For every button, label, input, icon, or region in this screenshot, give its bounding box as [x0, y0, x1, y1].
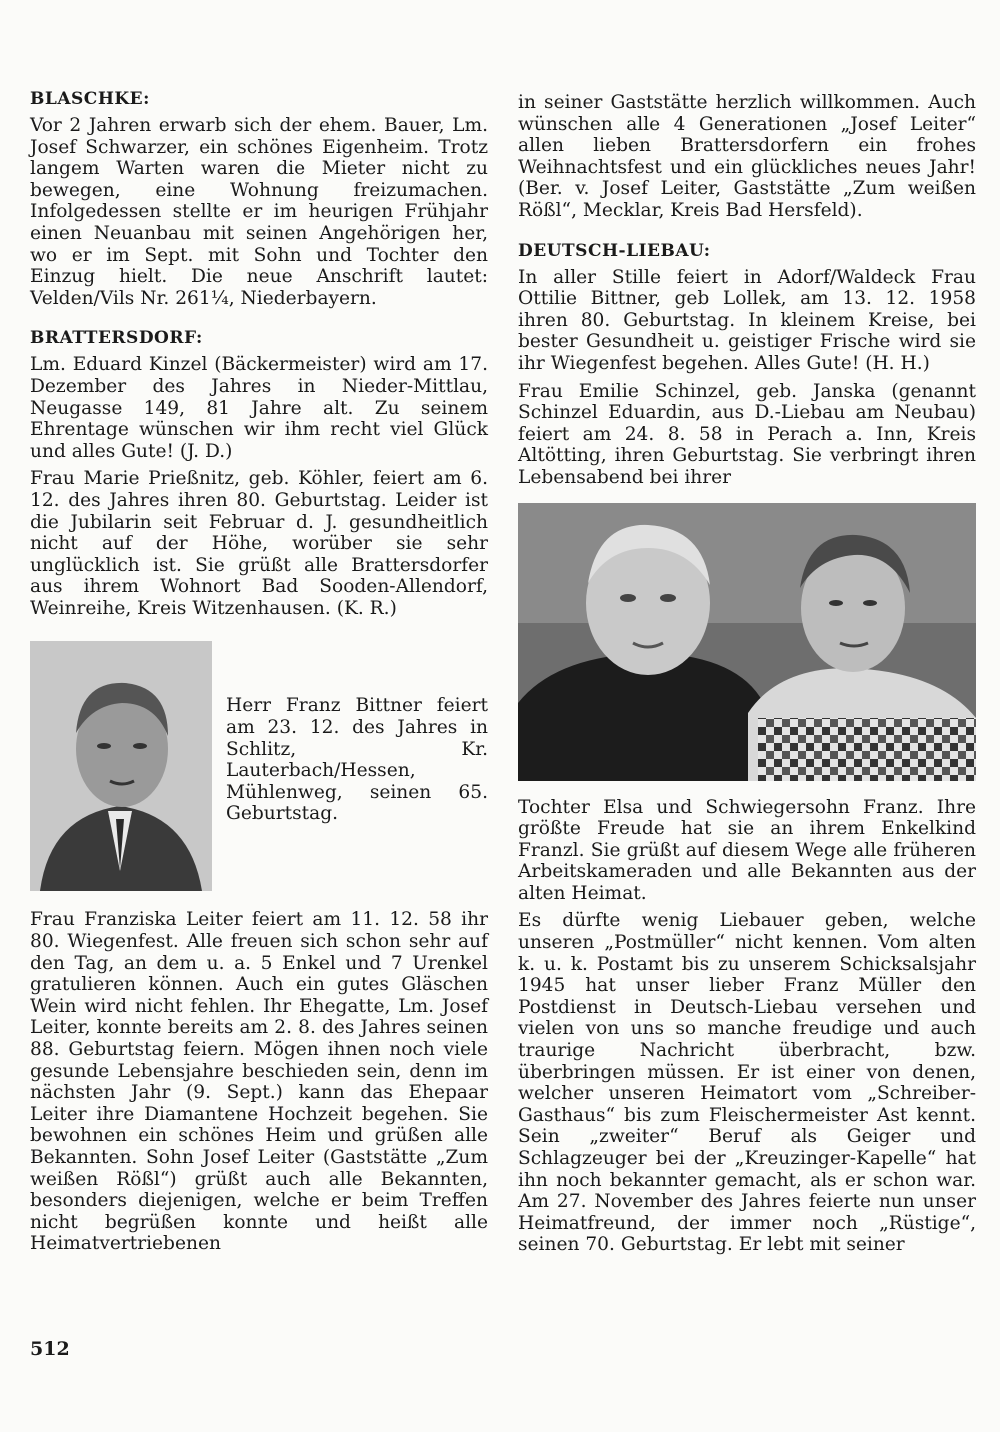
bittner-photo-block — [30, 641, 488, 891]
portrait-photo-franz-bittner — [30, 641, 212, 891]
article-schinzel-continued: Tochter Elsa und Schwiegersohn Franz. Ihre größte Freude hat sie an ihrem Enkelkind Franzl. Sie grüßt auf diesem Wege alle früheren Arbeitskameraden und alle Bekannten aus der alten Heimat. — [518, 796, 976, 904]
article-emilie-schinzel: Frau Emilie Schinzel, geb. Janska (genannt Schinzel Eduardin, aus D.-Liebau am Neubau) feiert am 24. 8. 58 in Perach a. Inn, Kreis Altötting, ihren Geburtstag. Sie verbringt ihren Lebensabend bei ihrer — [518, 380, 976, 488]
portrait-illustration — [30, 641, 212, 891]
article-priessnitz: Frau Marie Prießnitz, geb. Köhler, feiert am 6. 12. des Jahres ihren 80. Geburtstag. Leider ist die Jubilarin seit Februar d. J. gesundheitlich nicht auf der Höhe, worüber sie sehr unglücklich ist. Sie grüßt alle Brattersdorfer aus ihrem Wohnort Bad Sooden-Allendorf, Weinreihe, Kreis Witzenhausen. (K. R.) — [30, 468, 488, 619]
bittner-caption: Herr Franz Bittner feiert am 23. 12. des Jahres in Schlitz, Kr. Lauterbach/Hessen, Mühlenweg, seinen 65. Geburtstag. — [226, 695, 488, 825]
article-kinzel: Lm. Eduard Kinzel (Bäckermeister) wird am 17. Dezember des Jahres in Nieder-Mittlau, Neugasse 149, 81 Jahre alt. Zu seinem Ehrentage wünschen wir ihm recht viel Glück und alles Gute! (J. D.) — [30, 354, 488, 462]
article-leiter: Frau Franziska Leiter feiert am 11. 12. 58 ihr 80. Wiegenfest. Alle freuen sich schon sehr auf den Tag, an dem u. a. 5 Enkel und 7 Urenkel gratulieren können. Auch ein gutes Gläschen Wein wird nicht fehlen. Ihr Ehegatte, Lm. Josef Leiter, konnte bereits am 2. 8. des Jahres seinen 88. Geburtstag feiern. Mögen ihnen noch viele gesunde Lebensjahre beschieden sein, denn im nächsten Jahr (9. Sept.) kann das Ehepaar Leiter ihre Diamantene Hochzeit begehen. Sie bewohnen ein schönes Heim und grüßen alle Bekannten. Sohn Josef Leiter (Gaststätte „Zum weißen Rößl“) grüßt auch alle Bekannten, besonders diejenigen, welche er beim Treffen nicht begrüßen konnte und heißt alle Heimatvertriebenen — [30, 909, 488, 1255]
article-leiter-continued: in seiner Gaststätte herzlich willkommen. Auch wünschen alle 4 Generationen „Josef Leiter“ allen lieben Brattersdorfern ein frohes Weihnachtsfest und ein glückliches neues Jahr! (Ber. v. Josef Leiter, Gaststätte „Zum weißen Rößl“, Mecklar, Kreis Bad Hersfeld). — [518, 92, 976, 221]
article-franz-mueller: Es dürfte wenig Liebauer geben, welche unseren „Postmüller“ nicht kennen. Vom alten k. u. k. Postamt bis zu unserem Schicksalsjahr 1945 hat unser lieber Franz Müller den Postdienst in Deutsch-Liebau versehen und vielen von uns so manche freudige und auch traurige Nachricht überbracht, bzw. überbringen müssen. Er ist einer von denen, welcher unseren Heimatort vom „Schreiber-Gasthaus“ bis zum Fleischermeister Ast kennt. Sein „zweiter“ Beruf als Geiger und Schlagzeuger bei der „Kreuzinger-Kapelle“ hat ihn noch bekannter gemacht, als er schon war. Am 27. November des Jahres feierte nun unser Heimatfreund, der immer noch „Rüstige“, seinen 70. Geburtstag. Er lebt mit seiner — [518, 910, 976, 1256]
right-column — [518, 92, 976, 1262]
article-ottilie-bittner: In aller Stille feiert in Adorf/Waldeck Frau Ottilie Bittner, geb Lollek, am 13. 12. 1958 ihren 80. Geburtstag. In kleinem Kreise, bei bester Gesundheit u. geistiger Frische wird sie ihr Wiegenfest begehen. Alles Gute! (H. H.) — [518, 266, 976, 374]
article-blaschke: Vor 2 Jahren erwarb sich der ehem. Bauer, Lm. Josef Schwarzer, ein schönes Eigenheim. Trotz langem Warten waren die Mieter nicht zu bewegen, eine Wohnung freizumachen. Infolgedessen stellte er im heurigen Frühjahr einen Neuanbau mit seinen Angehörigen her, wo er im Sept. mit Sohn und Tochter den Einzug hielt. Die neue Anschrift lautet: Velden/Vils Nr. 261¼, Niederbayern. — [30, 115, 488, 309]
group-photo-schinzel — [518, 503, 976, 781]
section-heading-deutsch-liebau: DEUTSCH-LIEBAU: — [518, 240, 711, 261]
left-column — [30, 88, 488, 1261]
page-number: 512 — [30, 1338, 70, 1360]
group-photo-illustration — [518, 503, 976, 781]
section-heading-blaschke: BLASCHKE: — [30, 89, 150, 109]
section-heading-brattersdorf: BRATTERSDORF: — [30, 328, 203, 349]
